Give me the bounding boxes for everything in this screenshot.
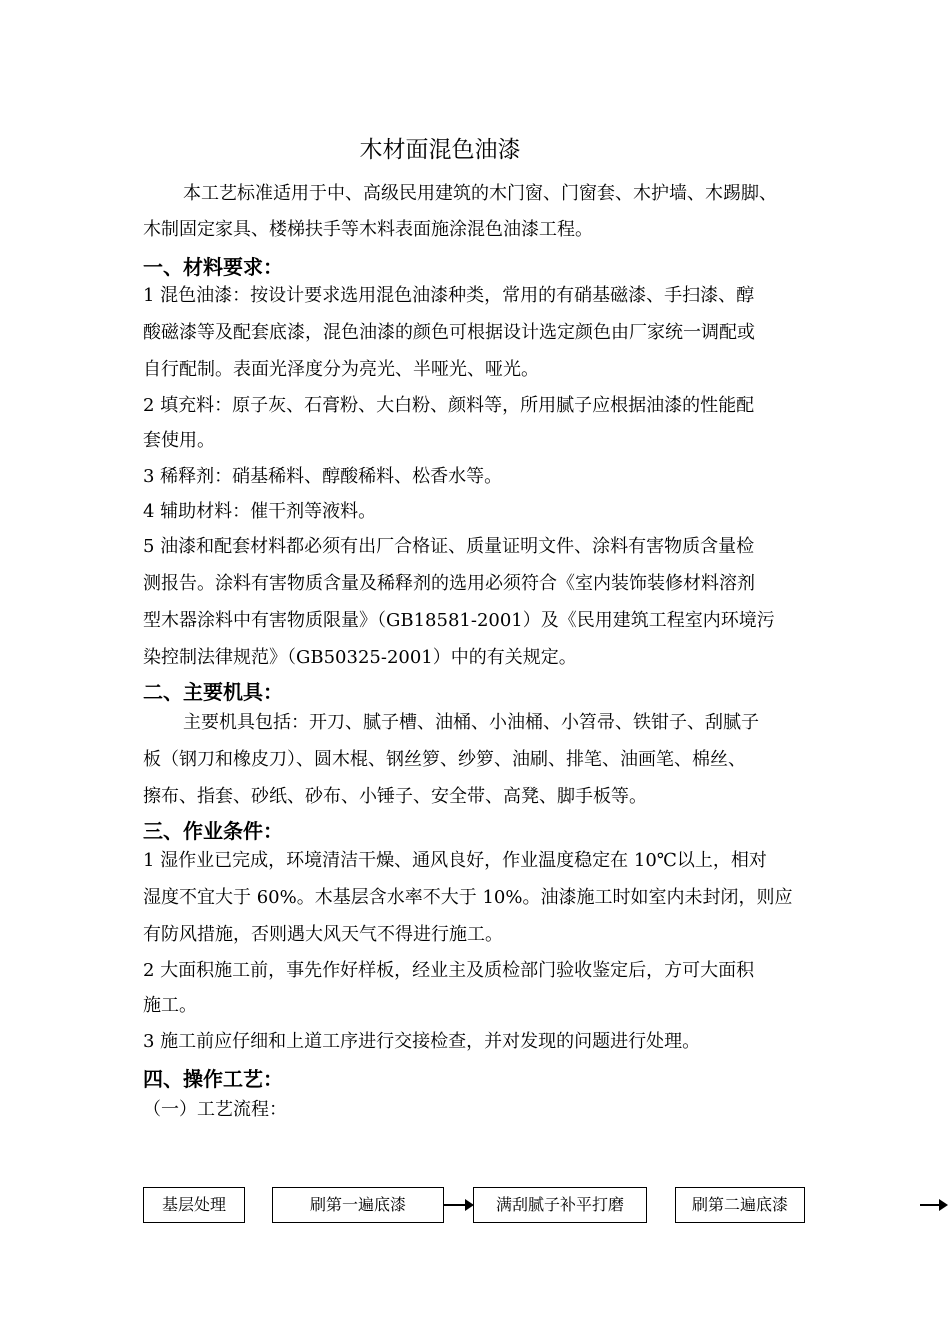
materials-line: 型木器涂料中有害物质限量》（GB18581-2001）及《民用建筑工程室内环境污: [143, 610, 775, 631]
conditions-line: 有防风措施，否则遇大风天气不得进行施工。: [143, 924, 503, 945]
materials-line: 自行配制。表面光泽度分为亮光、半哑光、哑光。: [143, 359, 539, 380]
materials-line: 测报告。涂料有害物质含量及稀释剂的选用必须符合《室内装饰装修材料溶剂: [143, 573, 755, 594]
conditions-line: 湿度不宜大于 60%。木基层含水率不大于 10%。油漆施工时如室内未封闭，则应: [143, 887, 793, 908]
flow-step-4: 刷第二遍底漆: [675, 1187, 805, 1223]
conditions-line: 1 湿作业已完成，环境清洁干燥、通风良好，作业温度稳定在 10℃以上，相对: [143, 850, 767, 871]
materials-line: 5 油漆和配套材料都必须有出厂合格证、质量证明文件、涂料有害物质含量检: [143, 536, 755, 557]
materials-line: 染控制法律规范》（GB50325-2001）中的有关规定。: [143, 647, 577, 668]
section-heading-tools: 二、主要机具：: [143, 680, 283, 704]
process-subheading: （一）工艺流程：: [143, 1099, 287, 1120]
intro-line-1: 本工艺标准适用于中、高级民用建筑的木门窗、门窗套、木护墙、木踢脚、: [183, 183, 777, 204]
flow-step-2: 刷第一遍底漆: [272, 1187, 444, 1223]
document-title: 木材面混色油漆: [359, 137, 521, 163]
materials-line: 2 填充料：原子灰、石膏粉、大白粉、颜料等，所用腻子应根据油漆的性能配: [143, 395, 755, 416]
conditions-line: 施工。: [143, 995, 197, 1016]
flow-step-3: 满刮腻子补平打磨: [473, 1187, 647, 1223]
tools-line: 板（钢刀和橡皮刀）、圆木棍、钢丝箩、纱箩、油刷、排笔、油画笔、棉丝、: [143, 749, 746, 770]
materials-line: 酸磁漆等及配套底漆，混色油漆的颜色可根据设计选定颜色由厂家统一调配或: [143, 322, 755, 343]
conditions-line: 2 大面积施工前，事先作好样板，经业主及质检部门验收鉴定后，方可大面积: [143, 960, 755, 981]
flow-arrow: [920, 1204, 946, 1206]
flow-arrow: [444, 1204, 472, 1206]
tools-line: 主要机具包括：开刀、腻子槽、油桶、小油桶、小笤帚、铁钳子、刮腻子: [183, 712, 759, 733]
conditions-line: 3 施工前应仔细和上道工序进行交接检查，并对发现的问题进行处理。: [143, 1031, 701, 1052]
materials-line: 4 辅助材料：催干剂等液料。: [143, 501, 377, 522]
intro-line-2: 木制固定家具、楼梯扶手等木料表面施涂混色油漆工程。: [143, 219, 593, 240]
flow-step-1: 基层处理: [143, 1187, 245, 1223]
materials-line: 3 稀释剂：硝基稀料、醇酸稀料、松香水等。: [143, 466, 503, 487]
section-heading-materials: 一、材料要求：: [143, 255, 283, 279]
materials-line: 1 混色油漆：按设计要求选用混色油漆种类，常用的有硝基磁漆、手扫漆、醇: [143, 285, 755, 306]
materials-line: 套使用。: [143, 430, 215, 451]
section-heading-process: 四、操作工艺：: [143, 1067, 283, 1091]
section-heading-conditions: 三、作业条件：: [143, 819, 283, 843]
tools-line: 擦布、指套、砂纸、砂布、小锤子、安全带、高凳、脚手板等。: [143, 786, 647, 807]
